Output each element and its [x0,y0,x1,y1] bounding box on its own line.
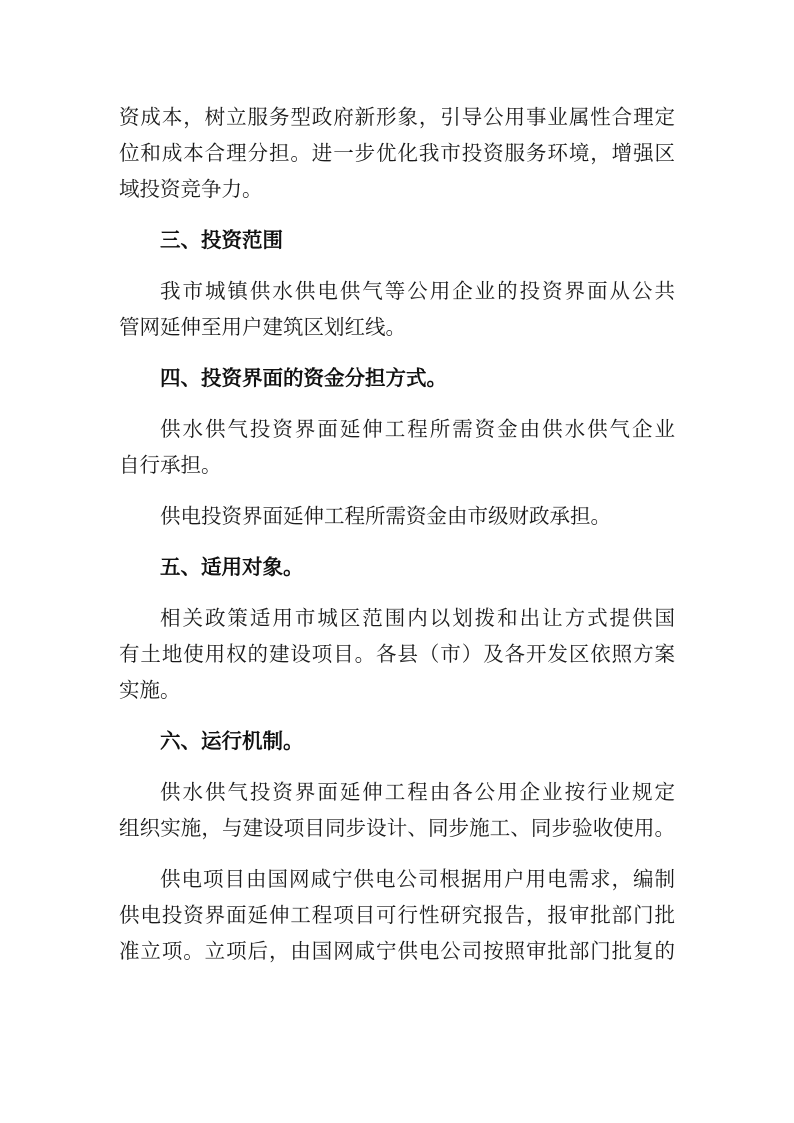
text-line: 管网延伸至用户建筑区划红线。 [119,317,406,339]
heading-text-line: 四、投资界面的资金分担方式。 [160,368,447,390]
text-line: 我市城镇供水供电供气等公用企业的投资界面从公共 [160,281,675,303]
text-line: 供水供气投资界面延伸工程所需资金由供水供气企业 [160,419,675,441]
paragraph [119,274,675,346]
text-line: 有土地使用权的建设项目。各县（市）及各开发区依照方案 [119,644,675,666]
text-line: 自行承担。 [119,455,222,477]
text-line: 供电投资界面延伸工程所需资金由市级财政承担。 [160,506,611,528]
text-line: 供电项目由国网咸宁供电公司根据用户用电需求，编制 [160,869,675,891]
paragraph [119,499,675,535]
text-line: 域投资竞争力。 [119,179,263,201]
paragraph [119,862,675,970]
heading-text-line: 三、投资范围 [160,230,283,252]
paragraph [119,601,675,709]
section-heading [119,550,675,586]
heading-text-line: 六、运行机制。 [160,731,304,753]
text-line: 供水供气投资界面延伸工程由各公用企业按行业规定 [160,782,675,804]
text-line: 组织实施，与建设项目同步设计、同步施工、同步验收使用。 [119,818,675,840]
text-line: 准立项。立项后，由国网咸宁供电公司按照审批部门批复的 [119,941,675,963]
paragraph [119,100,675,208]
text-line: 供电投资界面延伸工程项目可行性研究报告，报审批部门批 [119,905,675,927]
section-heading [119,223,675,259]
heading-text-line: 五、适用对象。 [160,557,304,579]
section-heading [119,724,675,760]
document-body [119,100,675,970]
text-line: 实施。 [119,680,181,702]
text-line: 位和成本合理分担。进一步优化我市投资服务环境，增强区 [119,143,675,165]
section-heading [119,361,675,397]
text-line: 相关政策适用市城区范围内以划拨和出让方式提供国 [160,608,675,630]
text-line: 资成本，树立服务型政府新形象，引导公用事业属性合理定 [119,107,675,129]
paragraph [119,775,675,847]
paragraph [119,412,675,484]
